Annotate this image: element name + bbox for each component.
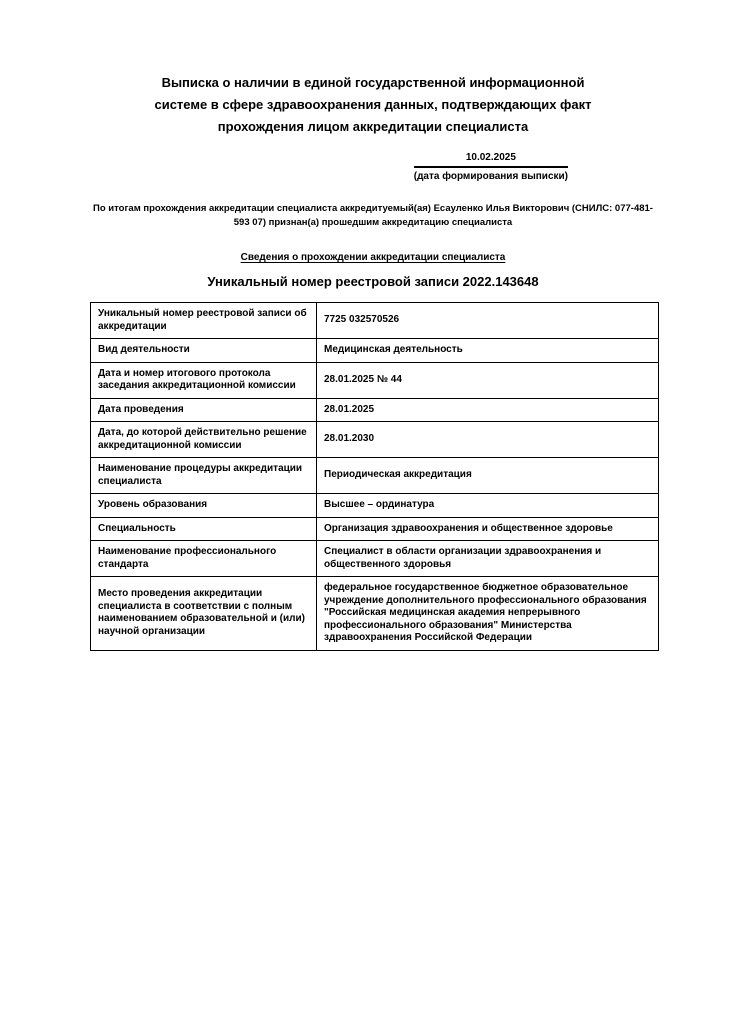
accreditation-table [90, 302, 659, 651]
date-section [90, 151, 656, 183]
row-label: Место проведения аккредитации специалиста в соответствии с полным наименованием образовательной и (или) научной организации [91, 577, 317, 651]
table-row [91, 494, 659, 518]
row-label: Специальность [91, 517, 317, 541]
extract-date-caption: (дата формирования выписки) [413, 171, 568, 182]
table-row [91, 577, 659, 651]
table-row [91, 339, 659, 363]
row-label: Дата, до которой действительно решение аккредитационной комиссии [91, 422, 317, 458]
row-value: 7725 032570526 [317, 303, 659, 339]
row-value: 28.01.2025 [317, 398, 659, 422]
row-label: Наименование профессионального стандарта [91, 541, 317, 577]
intro-line-1: По итогам прохождения аккредитации специалиста аккредитуемый(ая) Есауленко Илья Викторович (СНИЛС: 077-481- [93, 203, 653, 214]
section-heading: Сведения о прохождении аккредитации специалиста [240, 252, 506, 263]
intro-paragraph [90, 202, 656, 230]
row-value: 28.01.2030 [317, 422, 659, 458]
row-label: Уровень образования [91, 494, 317, 518]
row-value: Периодическая аккредитация [317, 458, 659, 494]
document-title-line-3: прохождения лицом аккредитации специалиста [217, 119, 529, 134]
row-value: Медицинская деятельность [317, 339, 659, 363]
table-row [91, 458, 659, 494]
table-row [91, 303, 659, 339]
table-row [91, 398, 659, 422]
row-label: Наименование процедуры аккредитации специалиста [91, 458, 317, 494]
table-row [91, 541, 659, 577]
row-value: Высшее – ординатура [317, 494, 659, 518]
row-value: федеральное государственное бюджетное образовательное учреждение дополнительного профессионального образования "Российская медицинская академия непрерывного профессионального образования" Министерства здравоохранения Российской Федерации [317, 577, 659, 651]
table-row [91, 362, 659, 398]
date-block [414, 151, 568, 183]
intro-line-2: 593 07) признан(а) прошедшим аккредитацию специалиста [233, 217, 513, 228]
document-title-line-2: системе в сфере здравоохранения данных, подтверждающих факт [154, 97, 592, 112]
document-title-line-1: Выписка о наличии в единой государственной информационной [161, 75, 585, 90]
row-value: Специалист в области организации здравоохранения и общественного здоровья [317, 541, 659, 577]
table-row [91, 422, 659, 458]
row-label: Дата проведения [91, 398, 317, 422]
row-label: Уникальный номер реестровой записи об аккредитации [91, 303, 317, 339]
document-title [90, 72, 656, 138]
registry-number-heading: Уникальный номер реестровой записи 2022.143648 [207, 274, 539, 289]
row-value: Организация здравоохранения и общественное здоровье [317, 517, 659, 541]
row-value: 28.01.2025 № 44 [317, 362, 659, 398]
extract-date: 10.02.2025 [414, 151, 568, 168]
row-label: Дата и номер итогового протокола заседания аккредитационной комиссии [91, 362, 317, 398]
row-label: Вид деятельности [91, 339, 317, 363]
table-row [91, 517, 659, 541]
